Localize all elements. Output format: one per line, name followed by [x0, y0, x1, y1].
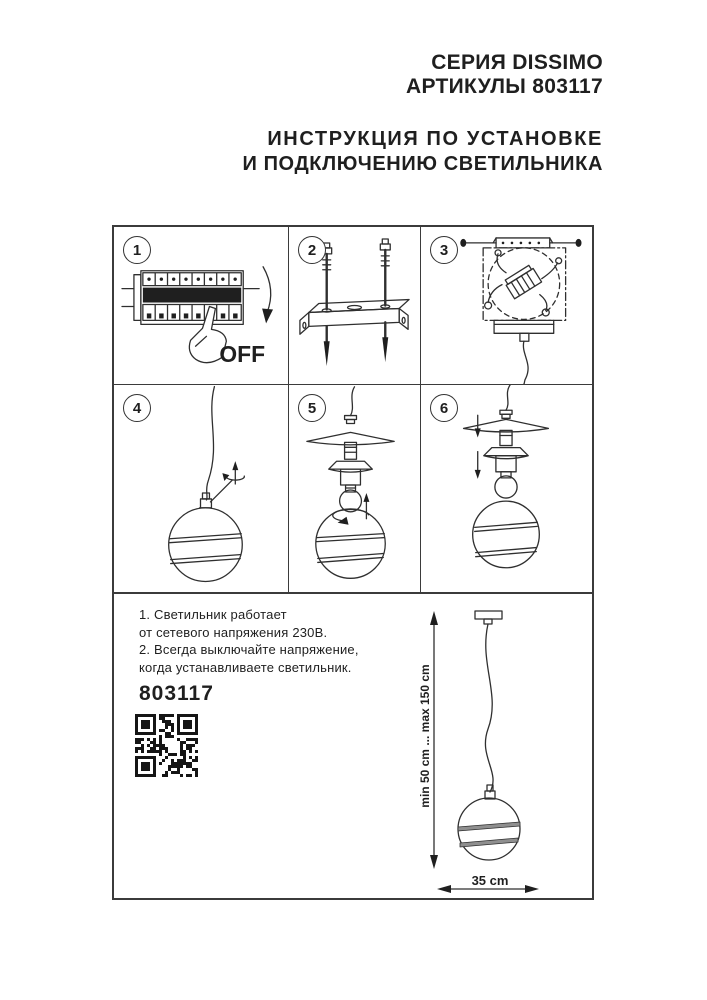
width-dimension-label: 35 cm	[471, 873, 509, 888]
step-panel-6	[421, 385, 592, 592]
step-panel-3	[421, 227, 592, 385]
series-title: СЕРИЯ DISSIMO	[431, 51, 603, 74]
qr-finder-icon	[177, 714, 198, 735]
step-panel-1	[114, 227, 289, 385]
step-panel-2	[289, 227, 421, 385]
step-4-badge: 4	[123, 394, 151, 422]
step-3-badge: 3	[430, 236, 458, 264]
step-2-badge: 2	[298, 236, 326, 264]
step-panel-4	[114, 385, 289, 592]
article-number: 803117	[139, 682, 214, 705]
info-panel	[112, 592, 594, 900]
document-header	[242, 51, 603, 177]
qr-code	[135, 714, 198, 777]
note-line-3: 2. Всегда выключайте напряжение,	[139, 642, 359, 657]
safety-notes	[139, 606, 359, 676]
article-title: АРТИКУЛЫ 803117	[406, 75, 603, 98]
page-title-line2: И ПОДКЛЮЧЕНИЮ СВЕТИЛЬНИКА	[242, 153, 603, 175]
note-line-4: когда устанавливаете светильник.	[139, 659, 352, 675]
installation-steps-grid	[112, 225, 594, 594]
flip-down-arrow-icon	[263, 267, 271, 313]
page-title-line1: ИНСТРУКЦИЯ ПО УСТАНОВКЕ	[267, 128, 603, 150]
step-6-badge: 6	[430, 394, 458, 422]
pendant-lamp-dimension-drawing	[404, 594, 596, 898]
qr-finder-icon	[135, 756, 156, 777]
step-panel-5	[289, 385, 421, 592]
note-line-2: от сетевого напряжения 230В.	[139, 624, 328, 640]
off-label: OFF	[219, 341, 266, 368]
page-title	[242, 127, 603, 177]
step-5-badge: 5	[298, 394, 326, 422]
note-line-1: 1. Светильник работает	[139, 607, 287, 622]
qr-finder-icon	[135, 714, 156, 735]
height-dimension-label: min 50 cm ... max 150 cm	[418, 664, 432, 808]
step-1-badge: 1	[123, 236, 151, 264]
